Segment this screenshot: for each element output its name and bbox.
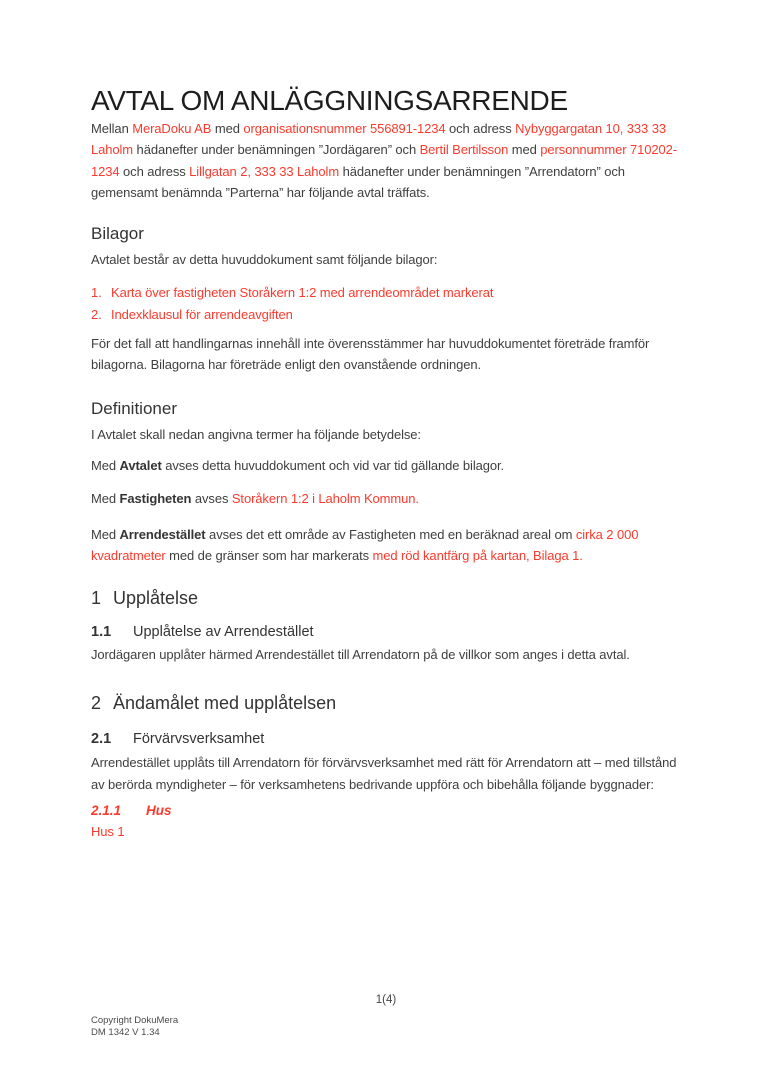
section-1-1-heading (91, 622, 682, 642)
text-segment: Med (91, 491, 120, 507)
section-2-1-body: Arrendestället upplåts till Arrendatorn för förvärvsverksamhet med rätt för Arrendatorn att – med tillstånd av berörda myndigheter – för verksamhetens bedrivande uppföra och bibehålla följande byggnader: (91, 755, 677, 792)
highlighted-text: cirka 2 000 kvadratmeter (91, 526, 639, 563)
text-segment: avses detta huvuddokument och vid var tid gällande bilagor. (161, 457, 505, 473)
footer-copyright (91, 1015, 178, 1038)
highlighted-text: med röd kantfärg på kartan, Bilaga 1. (372, 547, 583, 563)
text-segment: hädanefter under benämningen ”Arrendatorn” och gemensamt benämnda ”Parterna” har följande avtal träffats. (91, 163, 625, 200)
section-number: 1.1 (91, 624, 112, 641)
section-1-heading (91, 586, 682, 610)
list-item-text: Indexklausul för arrendeavgiften (111, 306, 293, 322)
section-number: 2 (91, 693, 102, 714)
section-number: 2.1.1 (91, 803, 122, 819)
section-title: Hus (146, 803, 172, 819)
definitioner-heading: Definitioner (91, 398, 177, 418)
document-title: AVTAL OM ANLÄGGNINGSARRENDE (91, 85, 568, 116)
defined-term: Arrendestället (119, 526, 206, 542)
page-number: 1(4) (375, 994, 397, 1006)
version-line: DM 1342 V 1.34 (91, 1026, 160, 1038)
defined-term: Fastigheten (119, 491, 192, 507)
section-1-1-body: Jordägaren upplåter härmed Arrendestället till Arrendatorn på de villkor som anges i detta avtal. (91, 647, 630, 663)
bilagor-list (91, 282, 682, 325)
text-segment: avses det ett område av Fastigheten med en beräknad areal om (205, 526, 576, 542)
section-2-1-heading (91, 729, 682, 749)
text-segment: med de gränser som har markerats (165, 547, 373, 563)
section-title: Ändamålet med upplåtelsen (113, 693, 337, 714)
definition-avtalet (91, 455, 682, 476)
text-segment: Med (91, 457, 120, 473)
text-segment: och adress (445, 121, 516, 136)
highlighted-text: MeraDoku AB (132, 121, 212, 136)
highlighted-text: Bertil Bertilsson (419, 142, 509, 158)
list-item-text: Karta över fastigheten Storåkern 1:2 med arrendeområdet markerat (111, 285, 494, 301)
hus-item-line: Hus 1 (91, 824, 125, 840)
intro-paragraph (91, 118, 682, 203)
section-title: Upplåtelse av Arrendestället (133, 624, 314, 641)
highlighted-text: personnummer 710202-1234 (91, 142, 677, 179)
bilagor-note: För det fall att handlingarnas innehåll inte överensstämmer har huvuddokumentet företräde framför bilagorna. Bilagorna har företräde enligt den ovanstående ordningen. (91, 336, 650, 373)
bilagor-list-item (91, 282, 682, 303)
definition-arrendestallet (91, 524, 682, 567)
bilagor-heading: Bilagor (91, 224, 144, 244)
section-2-heading (91, 691, 682, 715)
copyright-line: Copyright DokuMera (91, 1015, 179, 1026)
definition-fastigheten (91, 488, 682, 509)
highlighted-text: Storåkern 1:2 i Laholm Kommun. (231, 491, 419, 507)
text-segment: med (211, 121, 244, 136)
section-title: Förvärvsverksamhet (133, 731, 265, 748)
text-segment: Med (91, 526, 120, 542)
list-item-number: 1. (91, 285, 102, 301)
defined-term: Avtalet (119, 457, 162, 473)
text-segment: med (508, 142, 541, 158)
highlighted-text: Lillgatan 2, 333 33 Laholm (189, 163, 340, 179)
document-page (0, 84, 772, 1084)
bilagor-lead: Avtalet består av detta huvuddokument samt följande bilagor: (91, 252, 438, 268)
list-item-number: 2. (91, 306, 102, 322)
section-title: Upplåtelse (113, 588, 199, 609)
section-number: 1 (91, 588, 102, 609)
highlighted-text: Nybyggargatan 10, 333 33 Laholm (91, 121, 666, 158)
section-2-1-1-heading (91, 801, 682, 821)
definitioner-lead: I Avtalet skall nedan angivna termer ha följande betydelse: (91, 426, 421, 442)
text-segment: Mellan (91, 121, 133, 136)
section-number: 2.1 (91, 731, 112, 748)
highlighted-text: organisationsnummer 556891-1234 (243, 121, 446, 136)
bilagor-list-item (91, 304, 682, 325)
text-segment: hädanefter under benämningen ”Jordägaren” och (133, 142, 420, 158)
text-segment: och adress (119, 163, 190, 179)
text-segment: avses (191, 491, 232, 507)
